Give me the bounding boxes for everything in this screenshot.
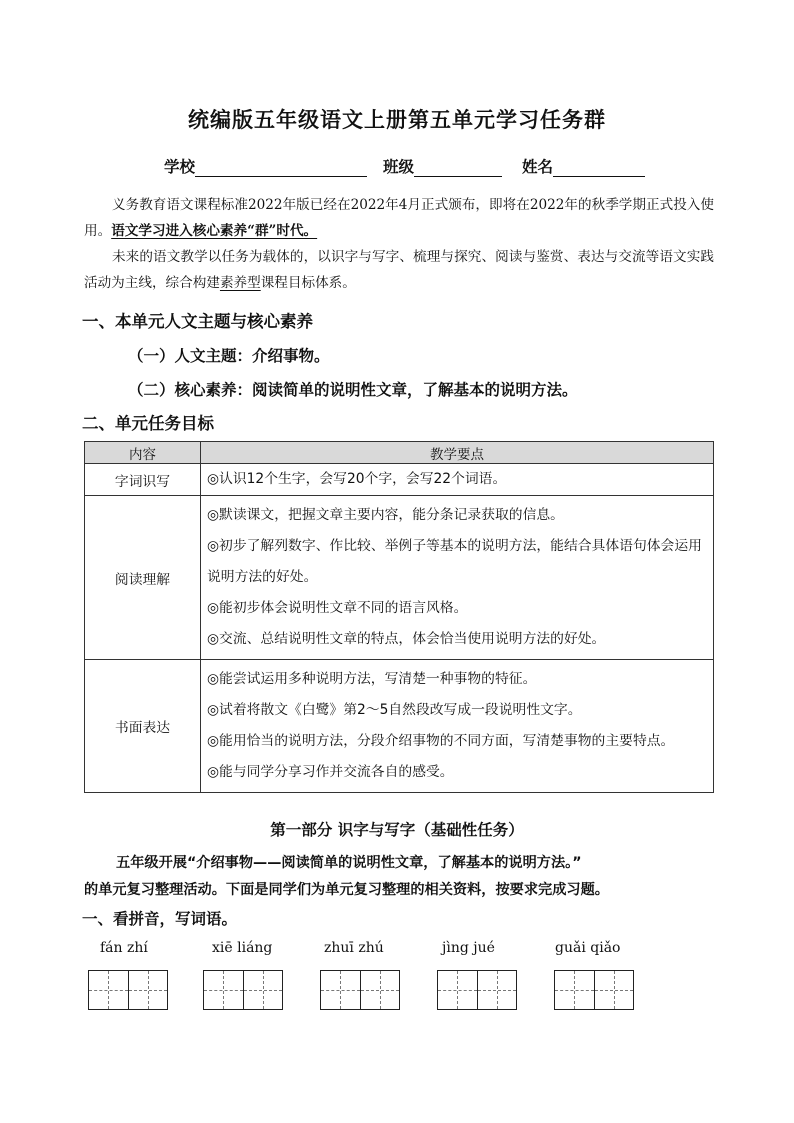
writing-cell[interactable] xyxy=(438,971,477,1009)
list-item: ◎能与同学分享习作并交流各自的感受。 xyxy=(207,764,454,780)
writing-grid[interactable] xyxy=(554,970,634,1010)
writing-cell[interactable] xyxy=(594,971,634,1009)
list-item: ◎认识12个生字，会写20个字，会写22个词语。 xyxy=(207,471,507,487)
row-category: 阅读理解 xyxy=(85,496,201,660)
writing-cell[interactable] xyxy=(555,971,594,1009)
table-header-content: 内容 xyxy=(85,442,201,464)
table-row xyxy=(85,496,714,660)
writing-grid[interactable] xyxy=(203,970,283,1010)
part1-heading: 第一部分 识字与写字（基础性任务） xyxy=(270,821,524,839)
list-item: ◎能用恰当的说明方法，分段介绍事物的不同方面，写清楚事物的主要特点。 xyxy=(207,733,675,749)
part1-intro-line2: 的单元复习整理活动。下面是同学们为单元复习整理的相关资料，按要求完成习题。 xyxy=(84,882,609,898)
name-field[interactable] xyxy=(553,160,645,177)
page-title: 统编版五年级语文上册第五单元学习任务群 xyxy=(188,108,606,132)
writing-cell[interactable] xyxy=(128,971,168,1009)
intro-p2-underlined: 素养型 xyxy=(219,275,261,291)
section1-heading: 一、本单元人文主题与核心素养 xyxy=(82,312,313,331)
section2-heading: 二、单元任务目标 xyxy=(82,414,214,433)
name-label: 姓名 xyxy=(522,158,554,176)
intro-p2-text-b: 课程目标体系。 xyxy=(260,275,356,291)
writing-cell[interactable] xyxy=(477,971,517,1009)
writing-cell[interactable] xyxy=(243,971,283,1009)
section1-sub-literacy: （二）核心素养：阅读简单的说明性文章，了解基本的说明方法。 xyxy=(128,381,578,399)
school-label: 学校 xyxy=(164,158,196,176)
intro-p2-text-a: 未来的语文教学以任务为载体的，以识字与写字、梳理与探究、阅读与鉴赏、表达与交流等语文实践活动为主线，综合构建 xyxy=(84,249,714,291)
row-items xyxy=(201,464,714,496)
row-items xyxy=(201,660,714,793)
pinyin-label: zhuī zhú xyxy=(324,940,384,956)
section1-sub-theme: （一）人文主题：介绍事物。 xyxy=(128,347,330,365)
intro-p1-emphasis: 语文学习进入核心素养“群”时代。 xyxy=(111,223,318,239)
writing-cell[interactable] xyxy=(360,971,400,1009)
part1-intro-line1: 五年级开展“介绍事物——阅读简单的说明性文章，了解基本的说明方法。” xyxy=(116,855,582,871)
class-field[interactable] xyxy=(414,160,502,177)
pinyin-label: guǎi qiǎo xyxy=(555,940,621,956)
table-header-row xyxy=(85,442,714,464)
row-category: 字词识写 xyxy=(85,464,201,496)
unit-goals-table xyxy=(84,441,714,793)
list-item: ◎默读课文，把握文章主要内容，能分条记录获取的信息。 xyxy=(207,507,564,523)
intro-p1-text: 义务教育语文课程标准2022年版已经在2022年4月正式颁布，即将在2022年的秋季学期正式投入使用。 xyxy=(84,197,714,239)
student-info-line xyxy=(164,155,661,177)
row-category: 书面表达 xyxy=(85,660,201,793)
list-item: ◎交流、总结说明性文章的特点，体会恰当使用说明方法的好处。 xyxy=(207,631,606,647)
pinyin-label: jìng jué xyxy=(442,940,495,956)
pinyin-label: fán zhí xyxy=(100,940,148,956)
table-header-points: 教学要点 xyxy=(201,442,714,464)
list-item: ◎试着将散文《白鹭》第2～5自然段改写成一段说明性文字。 xyxy=(207,702,582,718)
writing-cell[interactable] xyxy=(321,971,360,1009)
list-item: ◎初步了解列数字、作比较、举例子等基本的说明方法，能结合具体语句体会运用说明方法的好处。 xyxy=(207,538,702,585)
list-item: ◎能初步体会说明性文章不同的语言风格。 xyxy=(207,600,468,616)
intro-paragraph-1 xyxy=(84,192,714,244)
writing-cell[interactable] xyxy=(89,971,128,1009)
writing-grid[interactable] xyxy=(88,970,168,1010)
question1-heading: 一、看拼音，写词语。 xyxy=(82,910,238,928)
table-row xyxy=(85,660,714,793)
list-item: ◎能尝试运用多种说明方法，写清楚一种事物的特征。 xyxy=(207,671,537,687)
school-field[interactable] xyxy=(195,160,367,177)
writing-cell[interactable] xyxy=(204,971,243,1009)
pinyin-label: xiē liáng xyxy=(212,940,273,956)
writing-grid[interactable] xyxy=(320,970,400,1010)
class-label: 班级 xyxy=(383,158,415,176)
row-items xyxy=(201,496,714,660)
intro-paragraph-2 xyxy=(84,244,714,296)
writing-grid[interactable] xyxy=(437,970,517,1010)
table-row xyxy=(85,464,714,496)
